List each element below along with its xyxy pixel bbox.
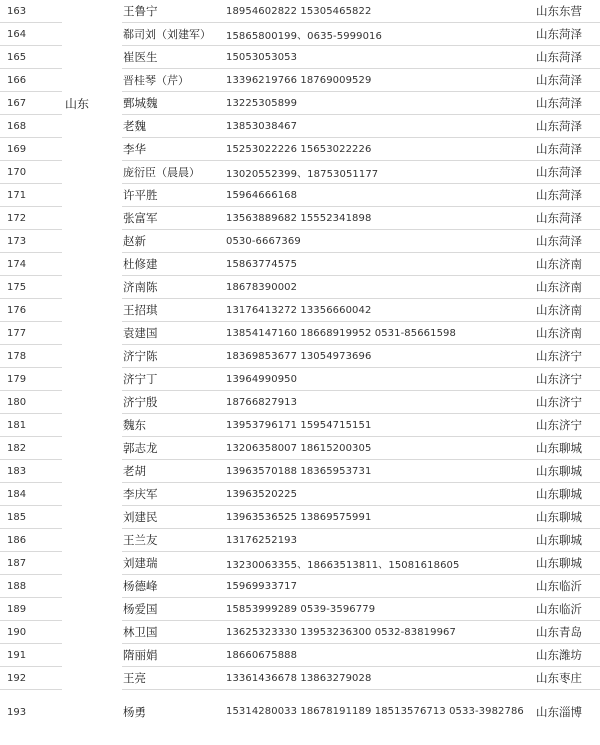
name-cell: 鄄城魏 bbox=[122, 92, 224, 115]
row-number-cell: 171 bbox=[0, 184, 62, 207]
phone-cell: 13563889682 15552341898 bbox=[224, 207, 535, 230]
table-row bbox=[0, 437, 600, 460]
city-cell: 山东济南 bbox=[535, 276, 600, 299]
city-cell: 山东济南 bbox=[535, 322, 600, 345]
name-cell: 崔医生 bbox=[122, 46, 224, 69]
name-cell: 袁建国 bbox=[122, 322, 224, 345]
name-cell: 老魏 bbox=[122, 115, 224, 138]
phone-cell: 18678390002 bbox=[224, 276, 535, 299]
phone-cell: 13176252193 bbox=[224, 529, 535, 552]
city-cell: 山东聊城 bbox=[535, 460, 600, 483]
table-row bbox=[0, 299, 600, 322]
phone-cell: 18766827913 bbox=[224, 391, 535, 414]
phone-cell: 13953796171 15954715151 bbox=[224, 414, 535, 437]
name-cell: 济宁丁 bbox=[122, 368, 224, 391]
phone-cell: 13963570188 18365953731 bbox=[224, 460, 535, 483]
city-cell: 山东济宁 bbox=[535, 391, 600, 414]
name-cell: 济宁殷 bbox=[122, 391, 224, 414]
province-label: 山东 bbox=[65, 96, 90, 111]
row-number-cell: 187 bbox=[0, 552, 62, 575]
city-cell: 山东菏泽 bbox=[535, 46, 600, 69]
province-cell bbox=[62, 138, 122, 161]
row-number-cell: 168 bbox=[0, 115, 62, 138]
row-number-cell: 165 bbox=[0, 46, 62, 69]
province-cell bbox=[62, 92, 122, 115]
phone-cell: 18369853677 13054973696 bbox=[224, 345, 535, 368]
city-cell: 山东济宁 bbox=[535, 368, 600, 391]
city-cell: 山东淄博 bbox=[536, 705, 582, 719]
city-cell: 山东潍坊 bbox=[535, 644, 600, 667]
city-cell: 山东聊城 bbox=[535, 552, 600, 575]
table-row bbox=[0, 69, 600, 92]
province-cell bbox=[62, 322, 122, 345]
table-row bbox=[0, 391, 600, 414]
province-cell bbox=[62, 345, 122, 368]
name-cell: 魏东 bbox=[122, 414, 224, 437]
phone-cell: 15969933717 bbox=[224, 575, 535, 598]
city-cell: 山东菏泽 bbox=[535, 230, 600, 253]
city-cell: 山东东营 bbox=[535, 0, 600, 23]
city-cell: 山东临沂 bbox=[535, 598, 600, 621]
table-row bbox=[0, 529, 600, 552]
row-number-cell: 176 bbox=[0, 299, 62, 322]
phone-cell: 13964990950 bbox=[224, 368, 535, 391]
name-cell: 晋桂琴（芹） bbox=[122, 69, 224, 92]
table-row bbox=[0, 598, 600, 621]
table-row bbox=[0, 23, 600, 46]
row-number-cell: 188 bbox=[0, 575, 62, 598]
province-cell bbox=[62, 115, 122, 138]
name-cell: 杜修建 bbox=[122, 253, 224, 276]
province-cell bbox=[62, 230, 122, 253]
city-cell: 山东菏泽 bbox=[535, 138, 600, 161]
phone-cell: 15865800199、0635-5999016 bbox=[224, 23, 535, 46]
province-cell bbox=[62, 276, 122, 299]
table-row bbox=[0, 575, 600, 598]
name-cell: 隋丽娟 bbox=[122, 644, 224, 667]
province-cell bbox=[62, 621, 122, 644]
name-cell: 郗司刘（刘建军） bbox=[122, 23, 224, 46]
province-cell bbox=[62, 253, 122, 276]
city-cell: 山东济南 bbox=[535, 253, 600, 276]
city-cell: 山东菏泽 bbox=[535, 207, 600, 230]
row-number-cell: 172 bbox=[0, 207, 62, 230]
province-cell bbox=[62, 598, 122, 621]
province-cell bbox=[62, 368, 122, 391]
city-cell: 山东聊城 bbox=[535, 529, 600, 552]
row-number-cell: 183 bbox=[0, 460, 62, 483]
province-cell bbox=[62, 69, 122, 92]
province-cell bbox=[62, 414, 122, 437]
city-cell: 山东菏泽 bbox=[535, 92, 600, 115]
city-cell: 山东临沂 bbox=[535, 575, 600, 598]
province-cell bbox=[62, 437, 122, 460]
name-cell: 许平胜 bbox=[122, 184, 224, 207]
row-number-cell: 185 bbox=[0, 506, 62, 529]
city-cell: 山东枣庄 bbox=[535, 667, 600, 690]
phone-cell: 13206358007 18615200305 bbox=[224, 437, 535, 460]
table-row bbox=[0, 621, 600, 644]
row-number-cell: 181 bbox=[0, 414, 62, 437]
province-cell bbox=[62, 483, 122, 506]
city-cell: 山东菏泽 bbox=[535, 184, 600, 207]
name-cell: 张富军 bbox=[122, 207, 224, 230]
city-cell: 山东青岛 bbox=[535, 621, 600, 644]
city-cell: 山东济宁 bbox=[535, 414, 600, 437]
row-number-cell: 178 bbox=[0, 345, 62, 368]
table-row bbox=[0, 345, 600, 368]
city-cell: 山东菏泽 bbox=[535, 115, 600, 138]
name-cell: 李华 bbox=[122, 138, 224, 161]
phone-cell: 13854147160 18668919952 0531-85661598 bbox=[224, 322, 535, 345]
table-row bbox=[0, 138, 600, 161]
row-number-cell: 163 bbox=[0, 0, 62, 23]
name-cell: 王亮 bbox=[122, 667, 224, 690]
phone-cell: 13361436678 13863279028 bbox=[224, 667, 535, 690]
name-cell: 庞衍臣（晨晨） bbox=[122, 161, 224, 184]
table-row bbox=[0, 690, 600, 735]
province-cell bbox=[62, 690, 122, 735]
name-cell: 杨爱国 bbox=[122, 598, 224, 621]
province-cell bbox=[62, 644, 122, 667]
name-cell: 王兰友 bbox=[122, 529, 224, 552]
phone-cell: 13625323330 13953236300 0532-83819967 bbox=[224, 621, 535, 644]
row-number-cell: 191 bbox=[0, 644, 62, 667]
table-row bbox=[0, 276, 600, 299]
table-row bbox=[0, 460, 600, 483]
row-number-cell: 189 bbox=[0, 598, 62, 621]
phone-cell: 15053053053 bbox=[224, 46, 535, 69]
table-row bbox=[0, 92, 600, 115]
row-number-cell: 182 bbox=[0, 437, 62, 460]
city-cell: 山东济南 bbox=[535, 299, 600, 322]
city-cell: 山东济宁 bbox=[535, 345, 600, 368]
phone-cell: 13853038467 bbox=[224, 115, 535, 138]
table-row bbox=[0, 46, 600, 69]
name-cell: 李庆军 bbox=[122, 483, 224, 506]
row-number-cell: 166 bbox=[0, 69, 62, 92]
table-row bbox=[0, 0, 600, 23]
province-cell bbox=[62, 184, 122, 207]
row-number-cell: 169 bbox=[0, 138, 62, 161]
phone-cell: 13225305899 bbox=[224, 92, 535, 115]
phone-cell: 13396219766 18769009529 bbox=[224, 69, 535, 92]
province-cell bbox=[62, 552, 122, 575]
name-cell: 郭志龙 bbox=[122, 437, 224, 460]
phone-cell: 18660675888 bbox=[224, 644, 535, 667]
name-cell: 刘建瑞 bbox=[122, 552, 224, 575]
row-number-cell: 170 bbox=[0, 161, 62, 184]
row-number-cell: 174 bbox=[0, 253, 62, 276]
table-row bbox=[0, 667, 600, 690]
phone-cell: 15853999289 0539-3596779 bbox=[224, 598, 535, 621]
province-cell bbox=[62, 161, 122, 184]
row-number-cell: 164 bbox=[0, 23, 62, 46]
name-cell: 老胡 bbox=[122, 460, 224, 483]
province-cell bbox=[62, 0, 122, 23]
table-row bbox=[0, 253, 600, 276]
table-row bbox=[0, 552, 600, 575]
province-cell bbox=[62, 299, 122, 322]
table-row bbox=[0, 184, 600, 207]
table-row bbox=[0, 414, 600, 437]
name-cell: 刘建民 bbox=[122, 506, 224, 529]
row-number-cell: 177 bbox=[0, 322, 62, 345]
row-number-cell: 180 bbox=[0, 391, 62, 414]
row-number-cell: 193 bbox=[7, 706, 27, 718]
phone-cell: 13963520225 bbox=[224, 483, 535, 506]
province-cell bbox=[62, 529, 122, 552]
row-number-cell: 184 bbox=[0, 483, 62, 506]
phone-cell: 13020552399、18753051177 bbox=[224, 161, 535, 184]
row-number-cell: 186 bbox=[0, 529, 62, 552]
province-cell bbox=[62, 207, 122, 230]
name-cell: 济南陈 bbox=[122, 276, 224, 299]
table-row bbox=[0, 644, 600, 667]
table-row bbox=[0, 322, 600, 345]
table-row bbox=[0, 115, 600, 138]
province-cell bbox=[62, 667, 122, 690]
table-row bbox=[0, 207, 600, 230]
city-cell: 山东聊城 bbox=[535, 506, 600, 529]
phone-cell: 18954602822 15305465822 bbox=[224, 0, 535, 23]
name-cell: 王招琪 bbox=[122, 299, 224, 322]
row-number-cell: 175 bbox=[0, 276, 62, 299]
row-number-cell: 190 bbox=[0, 621, 62, 644]
table-row bbox=[0, 368, 600, 391]
table-row bbox=[0, 230, 600, 253]
city-cell: 山东聊城 bbox=[535, 483, 600, 506]
city-cell: 山东菏泽 bbox=[535, 161, 600, 184]
phone-cell: 15253022226 15653022226 bbox=[224, 138, 535, 161]
table-row bbox=[0, 483, 600, 506]
phone-cell: 15863774575 bbox=[224, 253, 535, 276]
name-cell: 济宁陈 bbox=[122, 345, 224, 368]
city-cell: 山东菏泽 bbox=[535, 69, 600, 92]
row-number-cell: 192 bbox=[0, 667, 62, 690]
name-cell: 王鲁宁 bbox=[122, 0, 224, 23]
name-cell: 赵新 bbox=[122, 230, 224, 253]
phone-cell: 13176413272 13356660042 bbox=[224, 299, 535, 322]
city-cell: 山东菏泽 bbox=[535, 23, 600, 46]
province-cell bbox=[62, 460, 122, 483]
province-cell bbox=[62, 391, 122, 414]
phone-cell: 13963536525 13869575991 bbox=[224, 506, 535, 529]
province-cell bbox=[62, 506, 122, 529]
city-cell: 山东聊城 bbox=[535, 437, 600, 460]
row-number-cell: 179 bbox=[0, 368, 62, 391]
province-cell bbox=[62, 46, 122, 69]
table-row bbox=[0, 161, 600, 184]
table-row bbox=[0, 506, 600, 529]
row-number-cell: 167 bbox=[0, 92, 62, 115]
phone-cell: 15964666168 bbox=[224, 184, 535, 207]
phone-cell: 0530-6667369 bbox=[224, 230, 535, 253]
phone-cell: 15314280033 18678191189 18513576713 0533-3982786 bbox=[226, 706, 524, 717]
name-cell: 杨勇 bbox=[123, 705, 146, 719]
name-cell: 杨德峰 bbox=[122, 575, 224, 598]
phone-cell: 13230063355、18663513811、15081618605 bbox=[224, 552, 535, 575]
province-cell bbox=[62, 23, 122, 46]
row-number-cell: 173 bbox=[0, 230, 62, 253]
name-cell: 林卫国 bbox=[122, 621, 224, 644]
province-cell bbox=[62, 575, 122, 598]
